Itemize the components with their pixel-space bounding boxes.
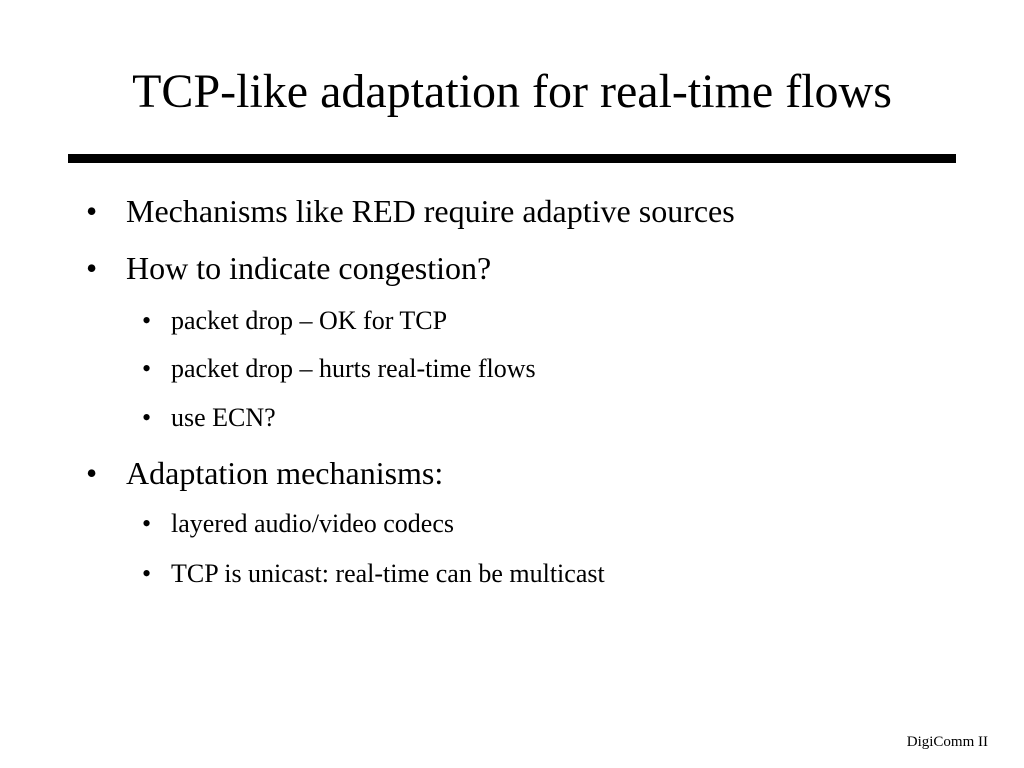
bullet-text: Adaptation mechanisms: [126, 455, 444, 491]
bullet-text: Mechanisms like RED require adaptive sources [126, 193, 735, 229]
bullet-text: TCP is unicast: real-time can be multicast [171, 559, 605, 588]
bullet-text: How to indicate congestion? [126, 250, 492, 286]
bullet-icon: • [86, 193, 98, 229]
bullet-icon: • [142, 509, 152, 538]
bullet-icon: • [86, 250, 98, 286]
bullet-text: packet drop – OK for TCP [171, 306, 448, 335]
bullet-text: packet drop – hurts real-time flows [171, 354, 536, 383]
bullet-icon: • [86, 455, 98, 491]
bullet-icon: • [142, 306, 152, 335]
slide-title: TCP-like adaptation for real-time flows [132, 65, 892, 118]
bullet-icon: • [142, 559, 152, 588]
bullet-icon: • [142, 354, 152, 383]
slide-footer: DigiComm II [906, 734, 988, 750]
bullet-icon: • [142, 403, 152, 432]
bullet-text: layered audio/video codecs [171, 509, 454, 538]
bullet-text: use ECN? [171, 403, 276, 432]
